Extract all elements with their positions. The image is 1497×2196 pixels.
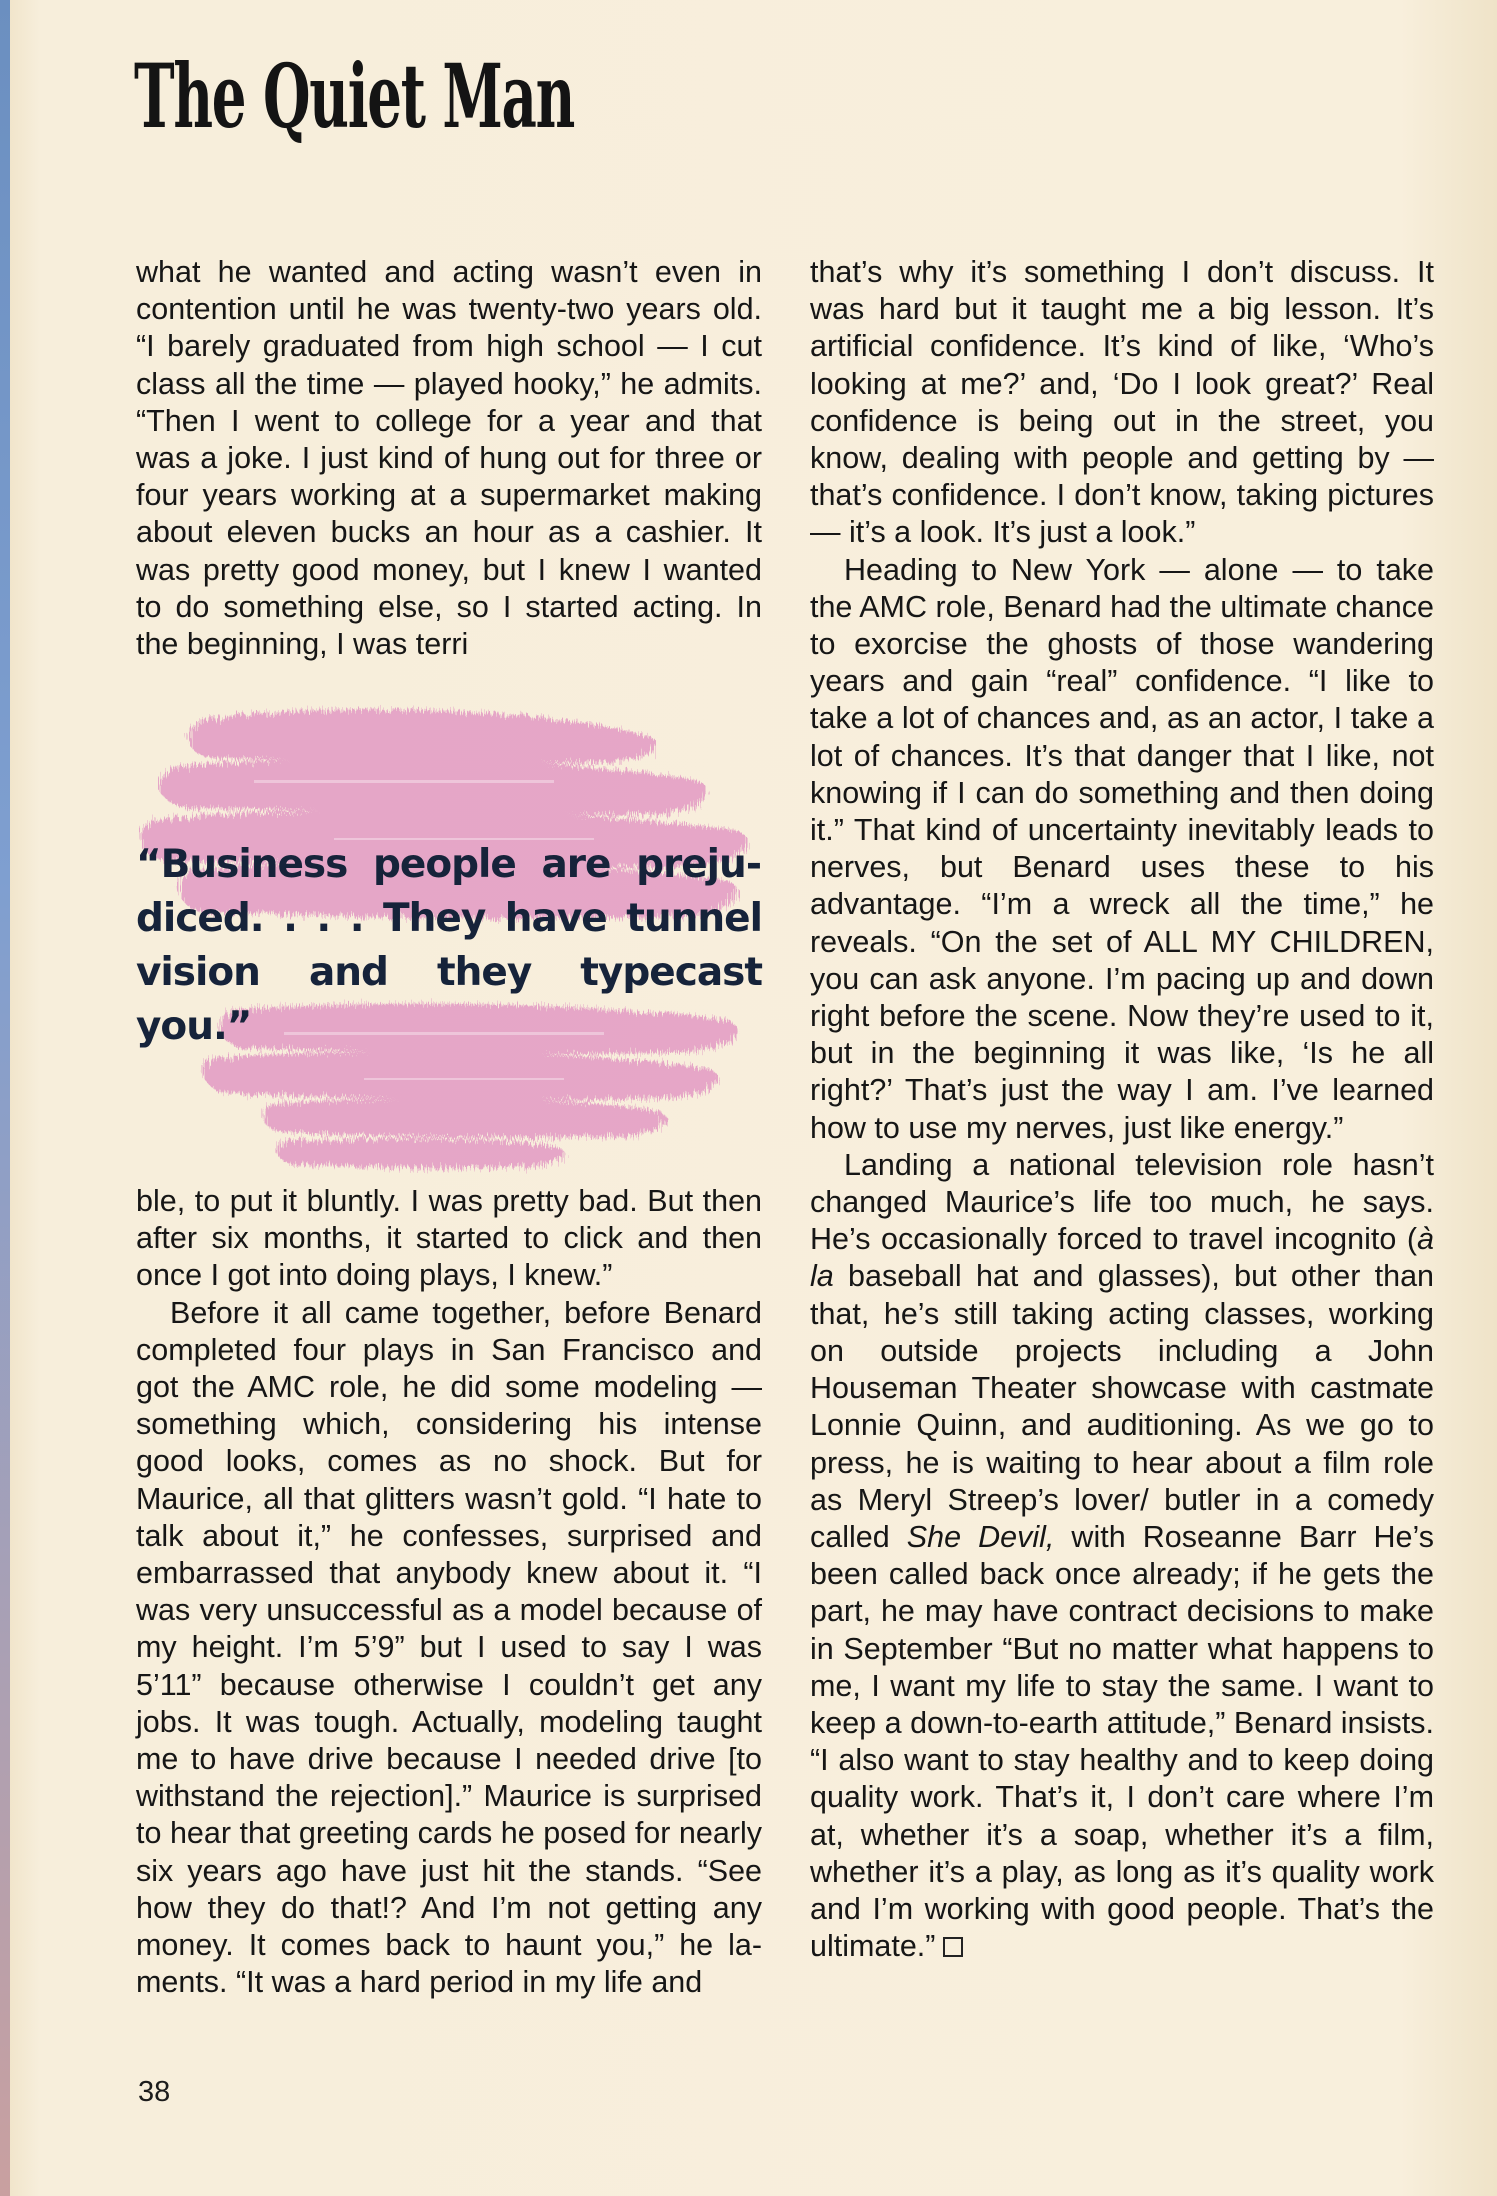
paragraph: that’s why it’s something I don’t discuss. It was hard but it taught me a big lesson. It’s artificial confidence. It’s kind of like, ‘Who’s looking at me?’ and, ‘Do I look great?’ Real confidence is being out in the street, you know, dealing with people and getting by — that’s confidence. I don’t know, taking pictures — it’s a look. It’s just a look.” [810,255,1434,550]
left-column-top [136,254,762,663]
text-run: with Roseanne Barr He’s been called back once already; if he gets the part, he may have contract decisions to make in September “But no matter what happens to me, I want my life to stay the same. I want to keep a down-to-earth attitude,” Benard insists. “I also want to stay healthy and to keep doing quality work. That’s it, I don’t care where I’m at, whether it’s a soap, whether it’s a film, whether it’s a play, as long as it’s quality work and I’m working with good people. That’s the ultimate.” [810,1519,1434,1964]
paragraph: what he wanted and acting wasn’t even in contention until he was twenty-two years old. “I barely graduated from high school — I cut class all the time — played hooky,” he admits. “Then I went to college for a year and that was a joke. I just kind of hung out for three or four years working at a supermarket making about eleven bucks an hour as a cashier. It was pretty good money, but I knew I wanted to do something else, so I started acting. In the beginning, I was terri [136,255,762,662]
article-title: The Quiet Man [134,44,575,148]
pull-quote-text: “Business people are prejudiced. . . . They have tunnel vision and they typecast you.” [136,842,762,1049]
left-column-bottom [136,1183,762,2001]
paragraph: Before it all came together, before Benard completed four plays in San Francisco and got the AMC role, he did some modeling — something which, considering his intense good looks, comes as no shock. But for Maurice, all that glitters wasn’t gold. “I hate to talk about it,” he confesses, surprised and embarrassed that anybody knew about it. “I was very unsuccessful as a model because of my height. I’m 5’9” but I used to say I was 5’11” because otherwise I couldn’t get any jobs. It was tough. Actually, modeling taught me to have drive because I needed drive [to withstand the rejection].” Maurice is surprised to hear that greeting cards he posed for nearly six years ago have just hit the stands. “See how they do that!? And I’m not getting any money. It comes back to haunt you,” he laments. “It was a hard period in my life and [136,1295,762,2000]
page-edge-binding [0,0,10,2196]
text-run: Landing a national television role hasn’t changed Maurice’s life too much, he says. He’s occasionally forced to travel incognito ( [810,1147,1434,1257]
paragraph [810,1147,1434,1965]
pull-quote [134,680,766,1180]
italic-text: She Devil, [906,1519,1055,1554]
page-number: 38 [138,2076,171,2108]
paragraph: ble, to put it bluntly. I was pretty bad. But then after six months, it started to click and then once I got into doing plays, I knew.” [136,1184,762,1293]
italic-text: à la [810,1222,1434,1294]
text-run: baseball hat and glasses), but other than that, he’s still taking acting classes, working on outside projects including a John Houseman Theater showcase with castmate Lonnie Quinn, and auditioning. As we go to press, he is waiting to hear about a film role as Meryl Streep’s lover/ butler in a comedy called [810,1259,1434,1554]
end-of-article-mark [943,1937,963,1957]
paragraph: Heading to New York — alone — to take the AMC role, Benard had the ultimate chance to exorcise the ghosts of those wandering years and gain “real” confidence. “I like to take a lot of chances and, as an actor, I take a lot of chances. It’s that danger that I like, not knowing if I can do something and then doing it.” That kind of uncertainty inevitably leads to nerves, but Benard uses these to his advantage. “I’m a wreck all the time,” he reveals. “On the set of ALL MY CHILDREN, you can ask anyone. I’m pacing up and down right before the scene. Now they’re used to it, but in the beginning it was like, ‘Is he all right?’ That’s just the way I am. I’ve learned how to use my nerves, just like energy.” [810,552,1434,1145]
right-column [810,254,1434,1965]
